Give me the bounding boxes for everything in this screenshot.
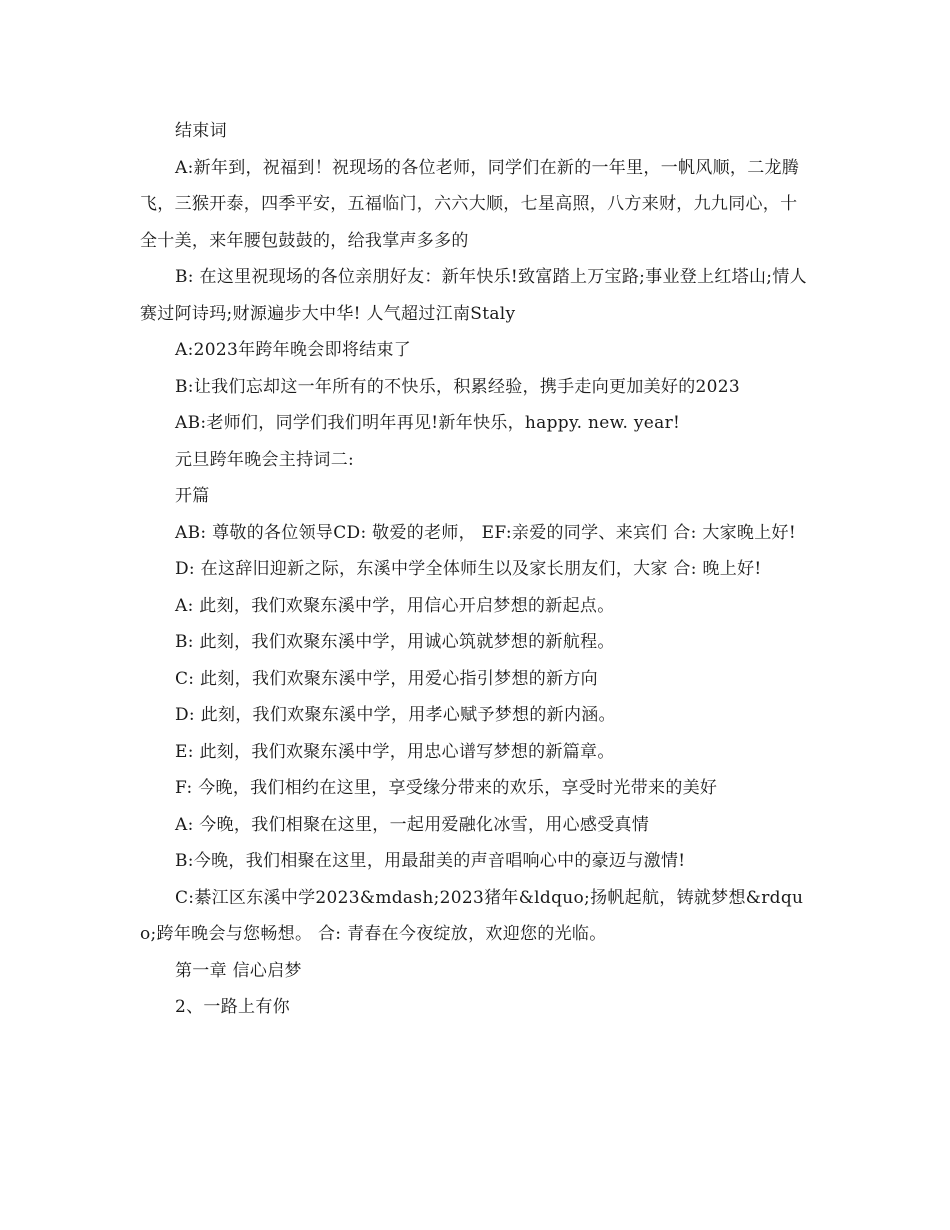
section-heading: 开篇 — [175, 486, 210, 506]
paragraph: E: 此刻，我们欢聚东溪中学，用忠心谱写梦想的新篇章。 — [175, 741, 615, 762]
paragraph: D: 在这辞旧迎新之际，东溪中学全体师生以及家长朋友们，大家 合: 晚上好! — [175, 559, 762, 579]
section-heading: 结束词 — [175, 121, 227, 141]
paragraph: C:綦江区东溪中学2023&mdash;2023猪年&ldquo;扬帆起航，铸就梦想&rdquo;跨年晚会与您畅想。 合: 青春在今夜绽放，欢迎您的光临。 — [140, 887, 804, 944]
paragraph: B:让我们忘却这一年所有的不快乐，积累经验，携手走向更加美好的2023 — [175, 376, 740, 397]
section-heading: 2、一路上有你 — [175, 997, 290, 1017]
paragraph: B:今晚，我们相聚在这里，用最甜美的声音唱响心中的豪迈与激情! — [175, 851, 686, 871]
section-heading: 元旦跨年晚会主持词二: — [175, 449, 355, 470]
paragraph: A:新年到，祝福到！祝现场的各位老师，同学们在新的一年里，一帆风顺，二龙腾飞，三猴开泰，四季平安，五福临门，六六大顺，七星高照，八方来财，九九同心，十全十美，来年腰包鼓鼓的，给我掌声多多的 — [140, 157, 800, 251]
paragraph: A:2023年跨年晚会即将结束了 — [175, 340, 412, 360]
paragraph: B: 在这里祝现场的各位亲朋好友：新年快乐!致富踏上万宝路;事业登上红塔山;情人赛过阿诗玛;财源遍步大中华! 人气超过江南Staly — [140, 267, 807, 324]
paragraph: AB: 尊敬的各位领导CD: 敬爱的老师， EF:亲爱的同学、来宾们 合: 大家晚上好! — [175, 522, 796, 543]
section-heading: 第一章 信心启梦 — [175, 960, 302, 981]
paragraph: A: 此刻，我们欢聚东溪中学，用信心开启梦想的新起点。 — [175, 595, 615, 616]
paragraph: A: 今晚，我们相聚在这里，一起用爱融化冰雪，用心感受真情 — [175, 814, 650, 835]
paragraph: AB:老师们，同学们我们明年再见!新年快乐，happy. new. year! — [175, 413, 681, 433]
paragraph: F: 今晚，我们相约在这里，享受缘分带来的欢乐，享受时光带来的美好 — [175, 778, 718, 798]
paragraph: B: 此刻，我们欢聚东溪中学，用诚心筑就梦想的新航程。 — [175, 632, 615, 652]
paragraph: C: 此刻，我们欢聚东溪中学，用爱心指引梦想的新方向 — [175, 668, 598, 689]
paragraph: D: 此刻，我们欢聚东溪中学，用孝心赋予梦想的新内涵。 — [175, 705, 616, 725]
